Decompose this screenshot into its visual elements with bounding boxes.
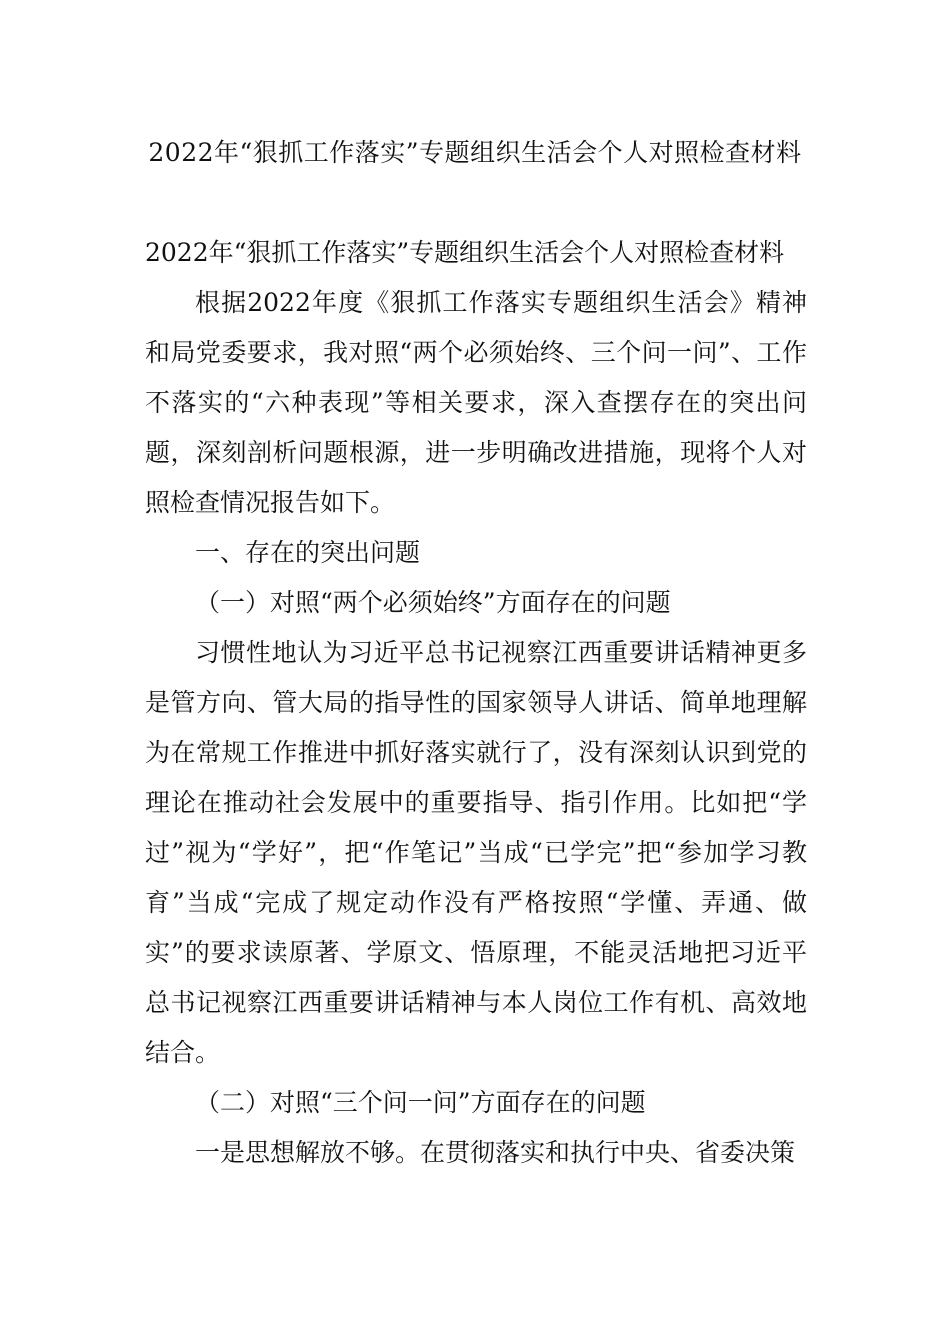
subsection-heading-2: （二）对照“三个问一问”方面存在的问题	[195, 1088, 646, 1117]
document-subtitle: 2022年“狠抓工作落实”专题组织生活会个人对照检查材料	[145, 238, 785, 267]
section-heading-1: 一、存在的突出问题	[195, 538, 421, 567]
paragraph-thinking: 一是思想解放不够。在贯彻落实和执行中央、省委决策	[195, 1138, 796, 1167]
document-body	[145, 228, 807, 1178]
intro-paragraph: 根据2022年度《狠抓工作落实专题组织生活会》精神和局党委要求，我对照“两个必须始终、三个问一问”、工作不落实的“六种表现”等相关要求，深入查摆存在的突出问题，深刻剖析问题根源，进一步明确改进措施，现将个人对照检查情况报告如下。	[145, 288, 807, 517]
paragraph-study: 习惯性地认为习近平总书记视察江西重要讲话精神更多是管方向、管大局的指导性的国家领导人讲话、简单地理解为在常规工作推进中抓好落实就行了，没有深刻认识到党的理论在推动社会发展中的重要指导、指引作用。比如把“学过”视为“学好”，把“作笔记”当成“已学完”把“参加学习教育”当成“完成了规定动作没有严格按照“学懂、弄通、做实”的要求读原著、学原文、悟原理，不能灵活地把习近平总书记视察江西重要讲话精神与本人岗位工作有机、高效地结合。	[145, 638, 807, 1067]
subsection-heading-1: （一）对照“两个必须始终”方面存在的问题	[195, 588, 671, 617]
document-title: 2022年“狠抓工作落实”专题组织生活会个人对照检查材料	[148, 138, 802, 167]
